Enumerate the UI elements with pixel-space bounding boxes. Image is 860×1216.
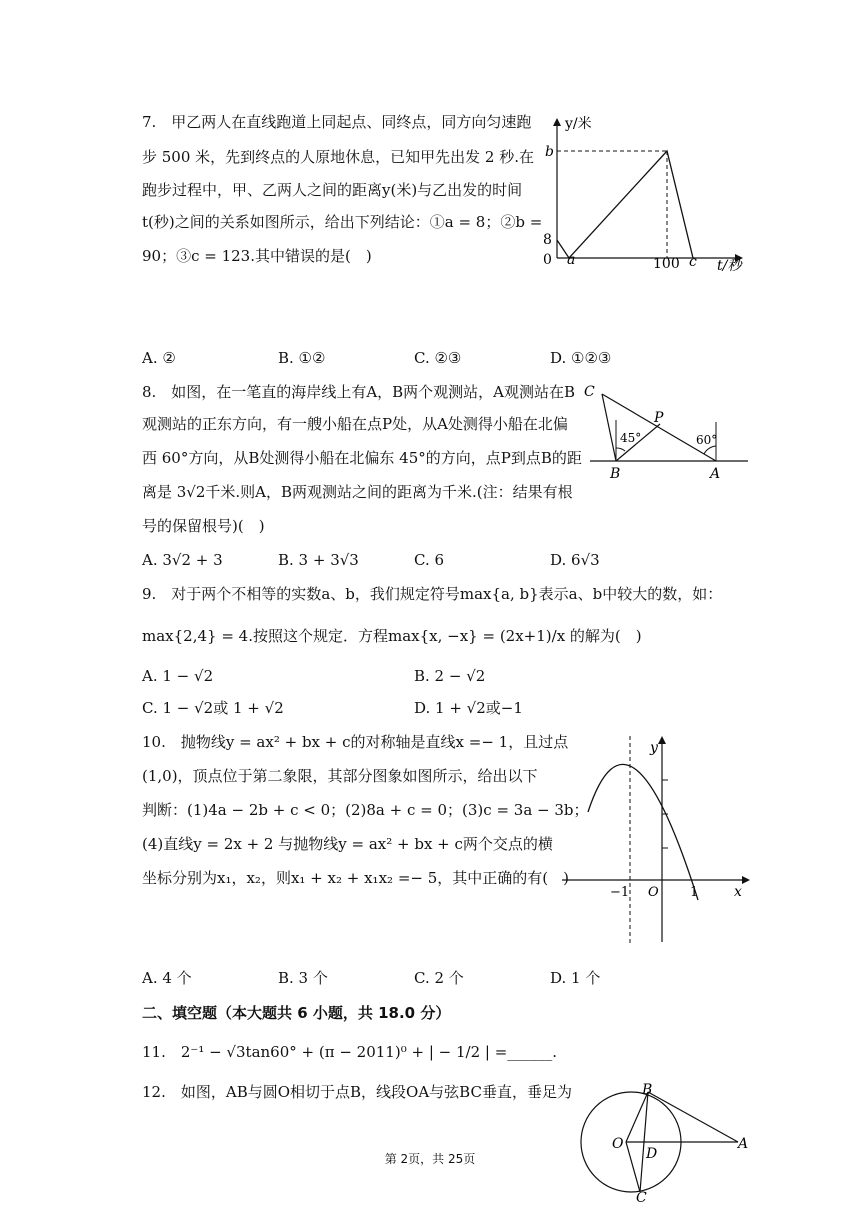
q7-line-4: t(秒)之间的关系如图所示，给出下列结论：①a = 8；②b = [142, 213, 543, 231]
q10-line-2: (1,0)，顶点位于第二象限，其部分图象如图所示，给出以下 [142, 767, 538, 785]
q9-option-c: C. 1 − √2或 1 + √2 [142, 699, 284, 717]
q8-fig-60: 60° [696, 433, 718, 447]
q10-fig-1: 1 [690, 885, 699, 900]
q7-fig-c: c [689, 254, 697, 270]
q10-option-d: D. 1 个 [550, 969, 601, 987]
q10-line-3: 判断：(1)4a − 2b + c < 0；(2)8a + c = 0；(3)c = 3a − 3b； [142, 801, 589, 819]
page-footer: 第 2页，共 25页 [384, 1152, 476, 1166]
q8-option-c: C. 6 [414, 551, 445, 569]
q7-fig-0: 0 [543, 252, 552, 268]
q10-fig-y: y [650, 740, 658, 756]
q12-fig-B: B [642, 1082, 653, 1098]
q7-fig-100: 100 [653, 256, 680, 272]
q9-option-a: A. 1 − √2 [142, 667, 214, 685]
q10-line-1: 10. 抛物线y = ax² + bx + c的对称轴是直线x =− 1，且过点 [142, 733, 569, 751]
q11-line: 11. 2⁻¹ − √3tan60° + (π − 2011)⁰ + | − 1/2 | =______. [142, 1043, 558, 1061]
q12-fig-O: O [612, 1136, 624, 1152]
q8-fig-P: P [654, 410, 664, 426]
q12-line-1: 12. 如图，AB与圆O相切于点B，线段OA与弦BC垂直，垂足为 [142, 1083, 572, 1101]
q8-line-4: 离是 3√2千米.则A，B两观测站之间的距离为千米.(注：结果有根 [142, 483, 573, 501]
q8-option-d: D. 6√3 [550, 551, 600, 569]
q12-fig-C: C [636, 1190, 647, 1202]
q7-fig-ylabel: y/米 [565, 116, 592, 132]
q7-option-d: D. ①②③ [550, 349, 612, 367]
q12-fig-A: A [738, 1136, 749, 1152]
q7-fig-8: 8 [543, 232, 552, 248]
q7-fig-a: a [567, 252, 576, 268]
q8-figure [580, 380, 755, 485]
q7-option-c: C. ②③ [414, 349, 462, 367]
q7-option-b: B. ①② [278, 349, 326, 367]
q8-line-1: 8. 如图，在一笔直的海岸线上有A，B两个观测站，A观测站在B [142, 383, 576, 401]
q8-option-b: B. 3 + 3√3 [278, 551, 359, 569]
q10-option-b: B. 3 个 [278, 969, 328, 987]
q9-line-2: max{2,4} = 4.按照这个规定．方程max{x, −x} = (2x+1)/x 的解为( ) [142, 627, 642, 645]
q9-option-d: D. 1 + √2或−1 [414, 699, 523, 717]
q7-line-5: 90；③c = 123.其中错误的是( ) [142, 247, 372, 265]
q7-line-2: 步 500 米，先到终点的人原地休息，已知甲先出发 2 秒.在 [142, 148, 535, 166]
q7-line-1: 7. 甲乙两人在直线跑道上同起点、同终点，同方向匀速跑 [142, 113, 532, 131]
q10-option-a: A. 4 个 [142, 969, 192, 987]
section-heading: 二、填空题（本大题共 6 小题，共 18.0 分） [142, 1004, 451, 1022]
q10-line-5: 坐标分别为x₁，x₂，则x₁ + x₂ + x₁x₂ =− 5，其中正确的有( ) [142, 869, 569, 887]
q8-fig-B: B [610, 466, 621, 482]
q7-fig-xlabel: t/秒 [717, 258, 742, 274]
q9-option-b: B. 2 − √2 [414, 667, 486, 685]
q8-line-3: 西 60°方向，从B处测得小船在北偏东 45°的方向，点P到点B的距 [142, 449, 582, 467]
q8-option-a: A. 3√2 + 3 [142, 551, 223, 569]
q7-fig-b: b [545, 144, 554, 160]
q7-figure [535, 108, 755, 278]
q10-fig-x: x [734, 884, 742, 900]
q8-fig-A: A [710, 466, 721, 482]
q8-line-5: 号的保留根号)( ) [142, 517, 265, 535]
q7-option-a: A. ② [142, 349, 176, 367]
q8-fig-45: 45° [620, 431, 642, 445]
q8-fig-C: C [584, 384, 595, 400]
q12-figure [576, 1080, 756, 1202]
q10-fig-O: O [648, 885, 659, 900]
q10-option-c: C. 2 个 [414, 969, 464, 987]
q8-line-2: 观测站的正东方向，有一艘小船在点P处，从A处测得小船在北偏 [142, 415, 568, 433]
q10-figure [558, 730, 750, 948]
q12-fig-D: D [646, 1146, 658, 1162]
q9-line-1: 9. 对于两个不相等的实数a、b，我们规定符号max{a, b}表示a、b中较大的数，如： [142, 585, 723, 603]
q7-line-3: 跑步过程中，甲、乙两人之间的距离y(米)与乙出发的时间 [142, 181, 523, 199]
q10-fig-neg1: −1 [610, 885, 630, 900]
q10-line-4: (4)直线y = 2x + 2 与抛物线y = ax² + bx + c两个交点的横 [142, 835, 553, 853]
